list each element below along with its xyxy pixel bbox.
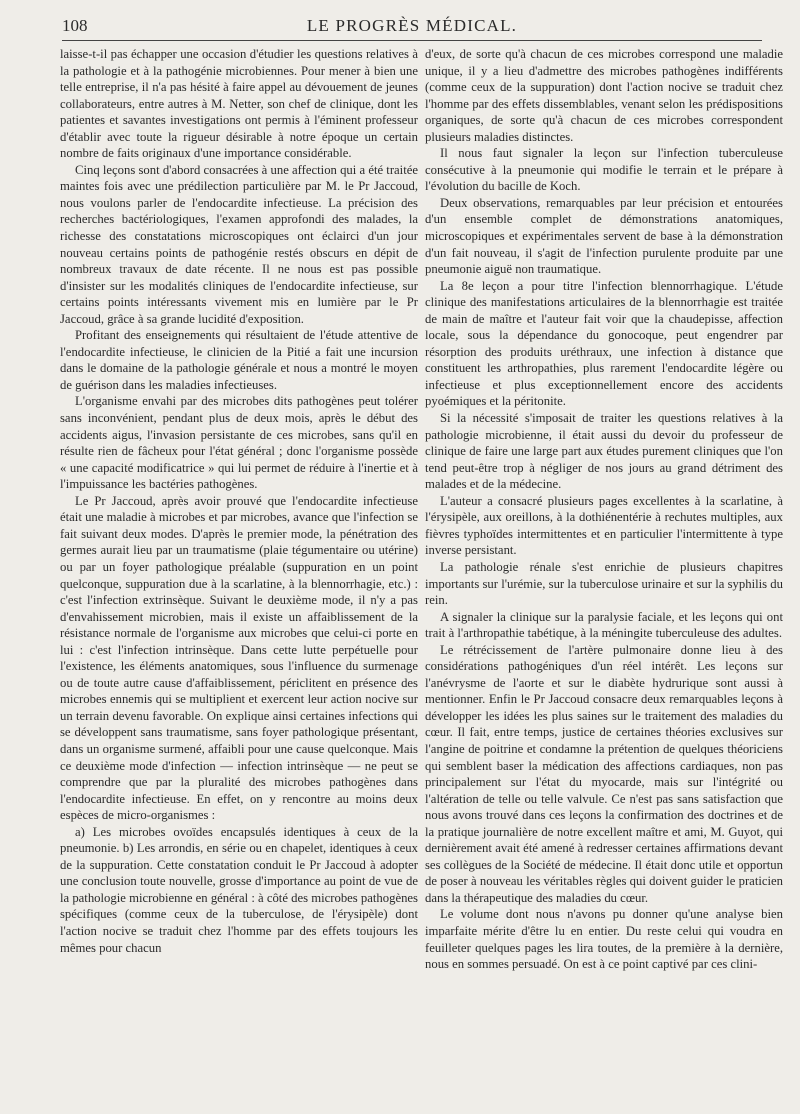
paragraph: laisse-t-il pas échapper une occasion d'étudier les questions relatives à la pathologie et à la pathogénie microbiennes. Pour mener à bien une telle entreprise, il n'a pas hésité à faire appel au dévouement de jeunes collaborateurs, entre autres à M. Netter, son chef de clinique, dont les patientes et savantes investigations ont permis à l'éminent professeur d'établir avec toute la rigueur désirable à notre époque un certain nombre de faits originaux d'une importance considérable. (60, 47, 418, 161)
paragraph: Cinq leçons sont d'abord consacrées à une affection qui a été traitée maintes fois avec une prédilection particulière par M. le Pr Jaccoud, nous voulons parler de l'endocardite infectieuse. La précision des recherches bactériologiques, l'examen approfondi des malades, la richesse des constatations microscopiques ont éclairci d'un jour nouveau certains points de pathogénie restés obscurs en dépit de nombreux travaux de date récente. Il ne nous est pas possible d'insister sur les modalités cliniques de l'endocardite infectieuse, sur certains points intéressants vivement mis en lumière par le Pr Jaccoud, grâce à sa grande lucidité d'exposition. (60, 162, 418, 326)
paragraph: Deux observations, remarquables par leur précision et entourées d'un ensemble complet de démonstrations anatomiques, microscopiques et expérimentales servent de base à la démonstration d'un fait nouveau, il s'agit de l'infection purulente produite par une pneumonie aiguë non traumatique. (425, 195, 783, 277)
paragraph: La 8e leçon a pour titre l'infection blennorrhagique. L'étude clinique des manifestations articulaires de la blennorrhagie est traitée de main de maître et l'auteur fait voir que la chaudepisse, affection locale, sous la dépendance du gonocoque, peut engendrer par résorption des produits uréthraux, une infection à distance que constituent les arthropathies, plus rarement l'endocardite légère ou infectieuse et plus exceptionnellement encore des accidents pyoémiques et la péritonite. (425, 278, 783, 409)
paragraph: L'organisme envahi par des microbes dits pathogènes peut tolérer sans inconvénient, pendant plus de deux mois, après le début des accidents aigus, l'invasion persistante de ces microbes, sans qu'il en résulte rien de fâcheux pour l'état général ; donc l'organisme possède « une capacité modificatrice » qui lui permet de réduire à l'inertie et à l'impuissance les bactéries pathogènes. (60, 394, 418, 492)
paragraph: Si la nécessité s'imposait de traiter les questions relatives à la pathologie microbienne, il était aussi du devoir du professeur de clinique de faire une large part aux études purement cliniques que l'on tend peut-être trop à négliger de nos jours au grand détriment des malades et de la médecine. (425, 411, 783, 492)
page-number: 108 (62, 16, 88, 35)
page-header (62, 14, 762, 41)
paragraph: Le rétrécissement de l'artère pulmonaire donne lieu à des considérations pathogéniques d'un réel intérêt. Les leçons sur l'anévrysme de l'aorte et sur le diabète hydrurique sont aussi à mentionner. Enfin le Pr Jaccoud consacre deux remarquables leçons à développer les idées les plus saines sur le traitement des maladies du cœur. Il fait, entre temps, justice de certaines théories exclusives sur l'angine de poitrine et condamne la prétention de quelques théoriciens qui semblent baser la médication des affections cardiaques, non pas principalement sur l'état du myocarde, mais sur l'intégrité ou l'altération de telle ou telle valvule. Ce n'est pas sans satisfaction que nous avons trouvé dans ces leçons la confirmation des doctrines et de la pratique journalière de notre excellent maître et ami, M. Guyot, qui dernièrement avait été amené à redresser certaines affirmations devant ses collègues de la Société de médecine. Il était donc utile et opportun de poser à nouveau les véritables règles qui doivent guider le praticien dans la thérapeutique des maladies du cœur. (425, 642, 783, 905)
paragraph: Le Pr Jaccoud, après avoir prouvé que l'endocardite infectieuse était une maladie à microbes et par microbes, avance que l'infection se fait suivant deux modes. D'après le premier mode, la pénétration des germes aurait lieu par un traumatisme (plaie tégumentaire ou utérine) ou par un foyer pathologique préalable (suppuration en un point quelconque, suppuration due à la scarlatine, à la blennorrhagie, etc.) : c'est l'infection extrinsèque. Suivant le deuxième mode, il n'y a pas d'envahissement microbien, mais il existe un affaiblissement de la résistance normale de l'organisme aux microbes que celui-ci porte en lui : c'est l'infection intrinsèque. Dans cette lutte perpétuelle pour l'existence, les éléments anatomiques, sous l'influence du surmenage ou de toute autre cause d'affaiblissement, périclitent en présence des microbes ennemis qui se multiplient et exercent leur action nocive sur un terrain devenu favorable. On explique ainsi certaines infections qui se développent sans traumatisme, sans foyer pathologique présentant, dans un organisme surmené, affaibli pour une cause quelconque. Mais ce deuxième mode d'infection — infection intrinsèque — ne peut se comprendre que par la pluralité des microbes pathogènes dans l'endocardite infectieuse. En effet, on y rencontre au moins deux espèces de micro-organismes : (60, 493, 418, 823)
paragraph: d'eux, de sorte qu'à chacun de ces microbes correspond une maladie unique, il y a lieu d'admettre des microbes pathogènes indifférents (comme ceux de la suppuration) dont l'action nocive se traduit chez l'homme par des effets dissemblables, venant selon les prédispositions organiques, de sorte qu'à chacun de ces microbes correspondent plusieurs maladies distinctes. (425, 47, 783, 144)
running-title: LE PROGRÈS MÉDICAL. (306, 16, 518, 35)
paragraph: Le volume dont nous n'avons pu donner qu'une analyse bien imparfaite mérite d'être lu en entier. Du reste celui qui voudra en feuilleter quelques pages les lira toutes, de la première à la dernière, nous en sommes persuadé. On est à ce point captivé par ces clini- (425, 907, 783, 972)
paragraph: Il nous faut signaler la leçon sur l'infection tuberculeuse consécutive à la pneumonie qui modifie le terrain et le prépare à l'évolution du bacille de Koch. (425, 146, 783, 194)
paragraph: L'auteur a consacré plusieurs pages excellentes à la scarlatine, à l'érysipèle, aux oreillons, à la dothiénentérie à rechutes multiples, aux fièvres typhoïdes intermittentes et en particulier l'intermittente à type inverse persistant. (425, 493, 783, 558)
left-column (60, 46, 418, 1106)
paragraph: La pathologie rénale s'est enrichie de plusieurs chapitres importants sur l'urémie, sur la tuberculose urinaire et sur la syphilis du rein. (425, 559, 783, 608)
paragraph: Profitant des enseignements qui résultaient de l'étude attentive de l'endocardite infectieuse, le clinicien de la Pitié a fait une incursion dans le domaine de la pathologie générale et nous a montré le moyen de guérison dans les maladies infectieuses. (60, 328, 418, 392)
right-column (425, 46, 783, 1106)
paragraph: a) Les microbes ovoïdes encapsulés identiques à ceux de la pneumonie. b) Les arrondis, en série ou en chapelet, identiques à ceux de la suppuration. Cette constatation conduit le Pr Jaccoud à adopter une conclusion toute nouvelle, grosse d'importance au point de vue de la pathologie microbienne en général : à côté des microbes pathogènes spécifiques (comme ceux de la tuberculose, de l'érysipèle) dont l'action nocive se traduit chez l'homme par des effets toujours les mêmes pour chacun (60, 824, 418, 955)
paragraph: A signaler la clinique sur la paralysie faciale, et les leçons qui ont trait à l'arthropathie tabétique, à la méningite tuberculeuse des adultes. (425, 609, 783, 641)
